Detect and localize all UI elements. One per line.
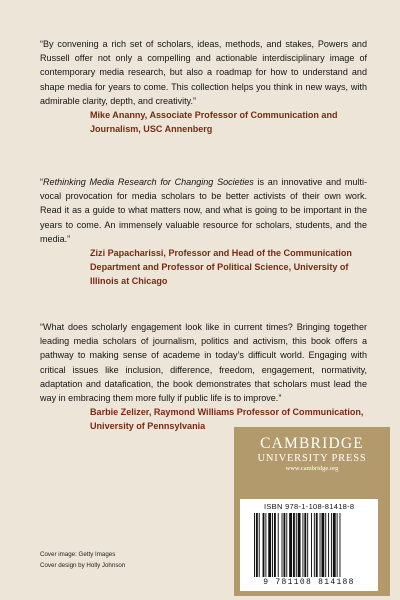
publisher-logo (234, 427, 390, 495)
barcode-bar (331, 513, 332, 577)
barcode-bar (263, 513, 265, 577)
barcode-bar (304, 513, 306, 577)
publisher-name: CAMBRIDGE (260, 435, 364, 452)
barcode-panel (240, 499, 378, 591)
quote-text: “What does scholarly engagement look like in current times? Bringing together leading media scholars of journalism, politics and activism, this book offers a pathway to making sense of academe in today’s difficult world. Engaging with critical issues like inclusion, difference, freedom, engagement, normativity, adaptation and datafication, the book demonstrates that scholars must lead the way in embracing them more fully if public life is to improve.” (40, 322, 367, 404)
barcode-bar (259, 513, 260, 577)
publisher-block (234, 427, 390, 596)
barcode-bar (272, 513, 273, 577)
barcode-icon (254, 513, 370, 577)
endorsement-quote-1 (40, 37, 367, 136)
barcode-bar (307, 513, 308, 577)
publisher-press: UNIVERSITY PRESS (257, 453, 367, 464)
quote-text (40, 175, 367, 246)
barcode-bar (274, 513, 276, 577)
barcode-bar (325, 513, 326, 577)
barcode-bar (278, 513, 279, 577)
quote-attribution: Mike Ananny, Associate Professor of Communication and Journalism, USC Annenberg (90, 110, 338, 135)
cover-design-credit: Cover design by Holly Johnson (40, 561, 126, 569)
barcode-bar (265, 513, 266, 577)
barcode-bar (320, 513, 321, 577)
barcode-bar (268, 513, 271, 577)
barcode-bar (254, 513, 255, 577)
barcode-bar (286, 513, 287, 577)
endorsement-quote-3 (40, 320, 367, 434)
barcode-bar (340, 513, 341, 577)
barcode-bar (316, 513, 318, 577)
barcode-bar (289, 513, 292, 577)
barcode-bar (298, 513, 301, 577)
book-title: Rethinking Media Research for Changing Societies (43, 177, 254, 187)
isbn-label: ISBN 978-1-108-81418-8 (264, 502, 355, 511)
barcode-bar (337, 513, 338, 577)
cover-credits (40, 550, 125, 571)
barcode-number: 9 781108 814188 (263, 578, 355, 587)
barcode-bar (328, 513, 329, 577)
barcode-bar (333, 513, 336, 577)
barcode-bar (283, 513, 285, 577)
quote-text: “By convening a rich set of scholars, ideas, methods, and stakes, Powers and Russell offer not only a compelling and actionable interdisciplinary image of contemporary media research, but also a roadmap for how to understand and shape media for years to come. This collection helps you think in new ways, with admirable clarity, depth, and creativity.” (40, 39, 367, 106)
barcode-bar (282, 513, 283, 577)
publisher-url: www.cambridge.org (285, 465, 339, 472)
barcode-bar (302, 513, 303, 577)
endorsement-quote-2 (40, 175, 367, 289)
barcode-bar (296, 513, 297, 577)
quote-body: is an innovative and multi-vocal provocation for media scholars to be better activists of their own work. Read it as a guide to what matters now, and what is going to be important in the years to come. An immensely valuable resource for scholars, students, and the media.” (40, 177, 367, 244)
quote-attribution: Zizi Papacharissi, Professor and Head of the Communication Department and Professor of Political Science, University of Illinois at Chicago (90, 248, 352, 287)
barcode-bar (256, 513, 258, 577)
cover-image-credit: Cover image: Getty Images (40, 551, 116, 558)
quote-attribution: Barbie Zelizer, Raymond Williams Professor of Communication, University of Pennsylvania (90, 407, 364, 432)
quote-open-mark: “ (40, 177, 44, 187)
barcode-bar (321, 513, 324, 577)
barcode-bar (293, 513, 295, 577)
barcode-bar (314, 513, 315, 577)
barcode-bar (311, 513, 312, 577)
